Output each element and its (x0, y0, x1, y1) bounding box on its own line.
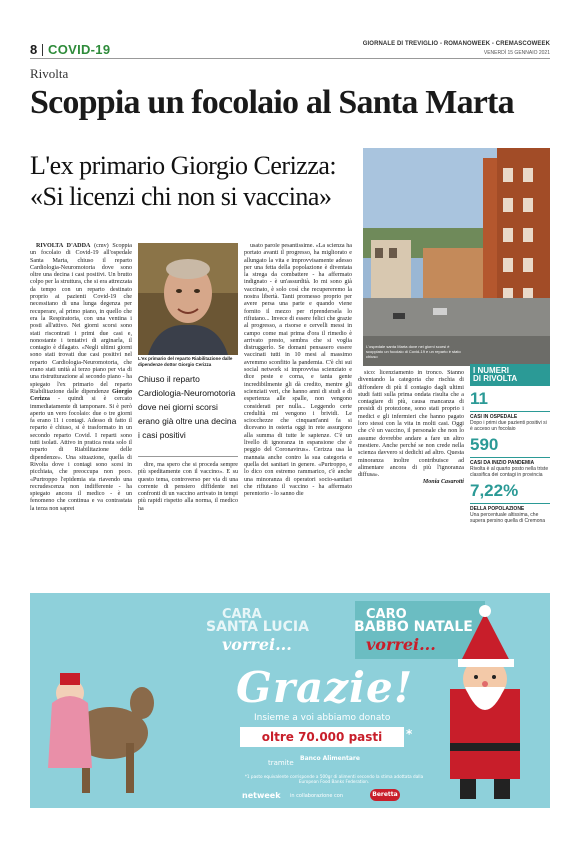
stat-text-3: Una percentuale altissima, che supera persino quella di Cremona (470, 512, 546, 524)
dateline: RIVOLTA D'ADDA (36, 243, 91, 249)
pull-quote: Chiuso il reparto Cardiologia-Neuromotoria dove nei giorni scorsi erano già oltre una decina i casi positivi (138, 374, 237, 440)
advertisement-left-panel (30, 593, 160, 808)
ad-grazie-heading: Grazie! (236, 663, 414, 712)
stat-text-2: Rivolta è al quarto posto nella triste classifica dei contagi in provincia (470, 466, 549, 478)
ad-meals-count: oltre 70.000 pasti (240, 727, 404, 747)
stat-text-1: Dopo i primi due pazienti positivi si è acceso un focolaio (470, 420, 547, 432)
ad-footnote: *1 pasto equivalente corrisponde a 500gr di alimenti secondo la stima adottata dalla European Food Banks Federation. (244, 774, 424, 784)
subhead-line-1: L'ex primario Giorgio Cerizza: (30, 151, 337, 180)
header-divider (42, 44, 43, 56)
advertisement-banner[interactable] (160, 593, 550, 808)
article-column-1 (30, 243, 132, 583)
beretta-logo: Beretta (370, 789, 400, 801)
ad-donation-text: Insieme a voi abbiamo donato (254, 713, 391, 723)
ad-santa-lucia-label: SANTA LUCIA (206, 619, 309, 635)
stat-value-3: 7,22% (470, 481, 519, 500)
numbers-title-line-1: I NUMERI (473, 366, 509, 375)
column-4-text: sico: licenziamento in tronco. Stanno diventando la categoria che rischia di diffondere di più il contagio dagli ultimi studi fatti sulla prima ondata risulta che a contagiare di più, causa mancanza di presidi di protezione, sono stati proprio i medici e gli infermieri che hanno pagato loro stessi con la vita in molti casi. Oggi che c'è un vaccino, il personale che non lo assume dovrebbe andare a fare un altro mestiere. Anche perché se non crede nella scienza davvero si dedichi ad altro. Questa minoranza inoltre contribuisce ad alimentare ancora di più l'ignoranza diffusa». (358, 370, 464, 479)
ad-caro-label: CARO (366, 607, 407, 622)
stat-label-3: DELLA POPOLAZIONE (470, 503, 550, 512)
publication-name: GIORNALE DI TREVIGLIO - ROMANOWEEK - CREMASCOWEEK (362, 41, 550, 47)
stat-value-1: 11 (470, 389, 488, 408)
section-label: COVID-19 (48, 42, 111, 57)
numbers-box-title (470, 364, 550, 386)
ad-collaboration-label: in collaborazione con (290, 793, 344, 799)
netweek-logo: netweek (242, 791, 281, 800)
doctor-portrait (138, 243, 238, 355)
column-2-text: dire, ma spero che si proceda sempre più speditamente con il vaccino». E su questo tema, controverso per via di una corrente di pensiero diffidente nei confronti di un vaccino arrivato in tempi più rapidi rispetto alla norma, il medico ha (138, 462, 238, 512)
article-column-2 (138, 462, 238, 513)
ad-vorrei-label-2: vorrei... (366, 635, 436, 654)
column-3-text: usato parole pesantissime. «La scienza ha portato avanti il progresso, ha migliorato e allungato la vita e improvvisamente adesso per una fetta della popolazione è diventata la strega da combattere - ha affermato indignato - è un'assurdità. Io mi sono già vaccinato, è solo così che recupereremo la nostra libertà. Tanti promesso proprio per avere persa una parte e quando viene fornito il mezzo per riprendersela lo rifiutano... Invece di essere felici che grazie al progresso, a risorse e cervelli messi in campo come mai prima d'ora il rimedio è arrivato presto, sembra che si voglia distruggerlo. Se domani pensasero essere vaccinati tutti in 10 mesi al massimo avremmo sconfitto la pandemia. C'è chi sui social network si improvvisa scienziato e dice peste e corna, e tanta gente incredibilmente gli dà credito, mentre gli scienziati veri, che hanno anni di studi e di esperienza alle spalle, non vengono considerati per nulla... Leggendo certe credulità mi vengono i brividi. Le sciocchezze che cinquant'anni fa si dicevano in osteria oggi in rete assurgono alla summa di tutte le sapienze. C'è un livello di ignoranza in espansione che è peggio del Coronavirus». Cerizza usa la mannaia anche contro la sua categoria e quella dei sanitari in genere. «Purtroppo, e lo dico con estremo rammarico, c'è anche una minoranza di operatori socio-sanitari che rifiutano il vaccino - ha affermato perentorio - lo sanno die (244, 243, 352, 498)
ad-cara-label-1: CARA (222, 607, 262, 622)
numbers-box (470, 364, 550, 584)
subhead-line-2: «Si licenzi chi non si vaccina» (30, 182, 332, 211)
ad-asterisk: * (406, 727, 413, 741)
numbers-title-line-2: DI RIVOLTA (473, 374, 518, 383)
column-1-text: (cmv) Scoppia un focolaio di Covid-19 all'ospedale Santa Marta, chiuso il reparto Cardiologia-Neuromotoria dove sono oltre una decina i casi positivi. Un brutto colpo per la struttura, che si era attrezzata da tempo con un reparto destinato proprio ai pazienti Covid-19 che necessitano di una lunga degenza per recuperare, al primo piano, in quello che era la Respiratoria, con una ventina i posti all'attivo. Nei giorni scorsi sono stati riscontrati i primi due casi e, nonostante i tentativi di arginarla, il contagio è dilagato. «Negli ultimi giorni sono stati trovati due casi positivi nel reparto Cardiologia-Neuromotoria, che erano stati unità al terzo piano per via di una ristrutturazione al secondo piano - ha spiegato l'ex primario del reparto Riabilitazione dalle dipendenze (30, 243, 132, 395)
banco-alimentare-logo: Banco Alimentare (300, 755, 360, 762)
doctor-name: Giorgio Cerizza (30, 388, 132, 403)
stat-label-2: CASI DA INIZIO PANDEMIA (470, 457, 550, 466)
column-1-text-2: - quindi si è cercato immediatamente di tamponare. Si è però aperto un vero focolaio: due o tre giorni fa erano 11 i contagi. Adesso di fatto il reparto è chiuso, si è trasformato in un secondo reparto Covid. I reparti sono tutti isolati. Attivo in pratica resta solo il reparto di Riabilitazione delle dipendenze». Una situazione, quella di Rivolta dove i contagi sono scesi in picchiata, che preoccupa non poco. «Purtroppo l'epidemia sta riavendo una recrudescenza non indifferente - ha spiegato ancora il medico - è un fenomeno che continua e va contrastata la terza non saprei (30, 396, 132, 512)
page-header (30, 41, 550, 59)
article-kicker: Rivolta (30, 66, 69, 81)
article-author: Monia Casarotti (422, 479, 464, 486)
hospital-photo-caption: L'ospedale santa Marta dove nei giorni scorsi è scoppiato un focolaio di Covid-19 e un reparto è stato chiuso (366, 344, 461, 359)
article-subhead (30, 150, 370, 212)
ad-babbo-natale-label: BABBO NATALE (354, 619, 473, 635)
article-headline: Scoppia un focolaio al Santa Marta (30, 84, 514, 121)
stat-value-2: 590 (470, 435, 499, 454)
ad-vorrei-label-1: vorrei... (222, 635, 292, 654)
issue-date: VENERDÌ 15 GENNAIO 2021 (483, 50, 550, 56)
page-number: 8 (30, 42, 38, 57)
article-column-3 (244, 243, 352, 583)
stat-label-1: CASI IN OSPEDALE (470, 411, 550, 420)
pull-quote-divider (138, 456, 238, 457)
ad-through-label: tramite (268, 759, 294, 767)
hospital-photo (363, 148, 550, 366)
article-column-4 (358, 370, 464, 487)
portrait-caption: L'ex primario del reparto Riabilitazione dalle dipendenze dottor Giorgio Cerizza (138, 356, 233, 367)
